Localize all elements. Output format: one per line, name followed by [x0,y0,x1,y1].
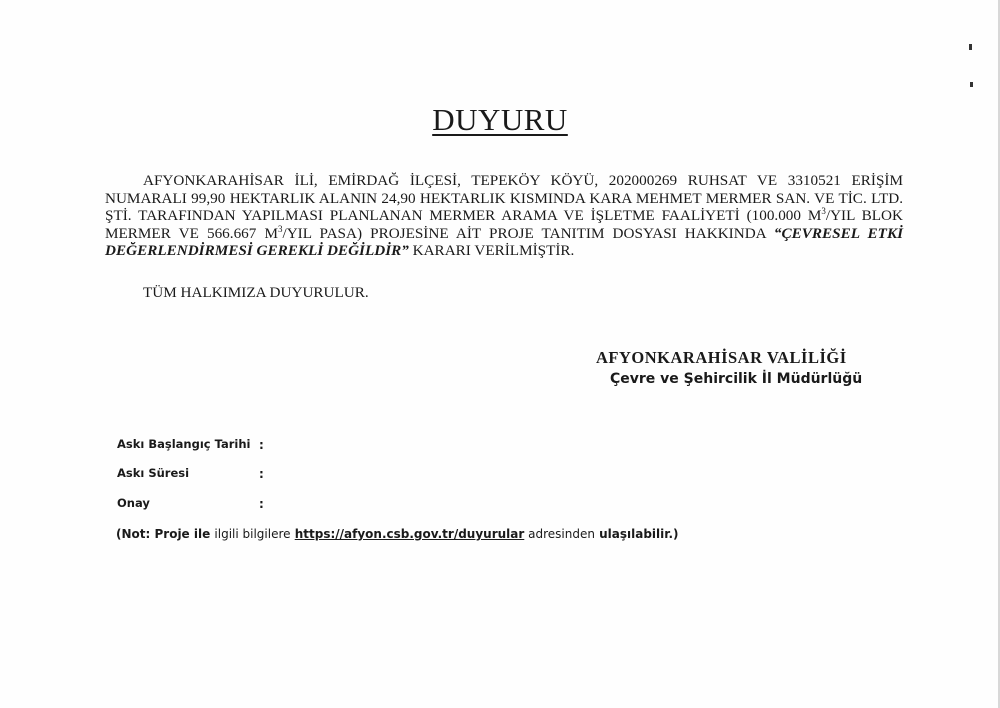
scan-mark [970,82,973,87]
title-text: DUYURU [432,102,568,137]
body-intro: AFYONKARAHİSAR İLİ, EMİRDAĞ İLÇESİ, TEPEKÖY KÖYÜ, 202000269 RUHSAT VE 3310521 ERİŞİM NUMARALI 99,90 HEKTARLIK ALANIN 24,90 HEKTARLIK KISMINDA KARA MEHMET MERMER SAN. VE TİC. LTD. ŞTİ. TARAFINDAN YAPILMASI PLANLANAN MERMER ARAMA VE İŞLETME FAALİYETİ (100.000 M [105,172,903,225]
superscript: 3 [277,223,283,234]
field-colon: : [259,438,264,452]
note-prefix-light: ilgili bilgilere [214,527,291,541]
field-label-approval: Onay [117,496,150,510]
note-suffix-light: adresinden [524,527,595,541]
scan-mark [969,44,972,50]
decision-text: “ÇEVRESEL ETKİ DEĞERLENDİRMESİ GEREKLİ DEĞİLDİR” [105,224,903,260]
field-colon: : [259,497,264,511]
footnote [116,527,679,541]
superscript: 3 [821,206,826,217]
note-prefix: (Not: Proje ile [116,527,215,541]
body-outro: KARARI VERİLMİŞTİR. [408,242,575,260]
body-mid: /YIL BLOK MERMER VE 566.667 M [105,207,903,242]
field-label-start-date: Askı Başlangıç Tarihi [117,437,251,451]
closing-line: TÜM HALKIMIZA DUYURULUR. [143,284,369,301]
body-mid-end: /YIL PASA) PROJESİNE AİT PROJE TANITIM DOSYASI HAKKINDA [282,224,774,242]
signature-authority: AFYONKARAHİSAR VALİLİĞİ [596,348,847,367]
field-colon: : [259,467,264,481]
announcement-paragraph [105,172,903,260]
signature-department: Çevre ve Şehircilik İl Müdürlüğü [610,371,863,387]
page-title [0,102,1000,138]
duyurular-link[interactable]: https://afyon.csb.gov.tr/duyurular [294,527,525,541]
note-suffix: ulaşılabilir.) [594,527,679,541]
field-label-duration: Askı Süresi [117,466,190,480]
announcement-body [105,172,903,260]
